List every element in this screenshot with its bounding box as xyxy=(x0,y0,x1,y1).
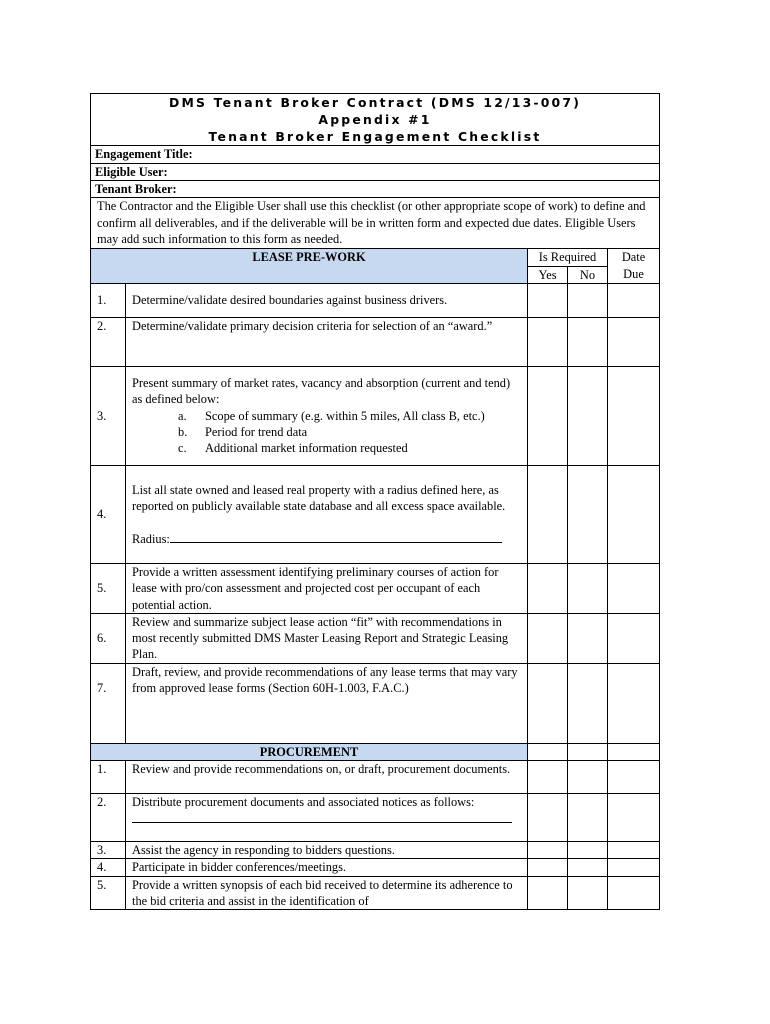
date-due-cell[interactable] xyxy=(608,613,660,663)
item-number: 1. xyxy=(91,761,126,794)
item-text: Review and summarize subject lease action “fit” with recommendations in most recently submitted DMS Master Leasing Report and Strategic Leasing Plan. xyxy=(126,613,528,663)
date-due-cell[interactable] xyxy=(608,859,660,876)
is-required-header: Is Required xyxy=(528,249,608,266)
engagement-title-field[interactable]: Engagement Title: xyxy=(91,146,660,163)
item-number: 7. xyxy=(91,663,126,743)
table-row xyxy=(91,876,660,910)
radius-blank-line[interactable] xyxy=(170,542,502,543)
table-row xyxy=(91,563,660,613)
date-due-cell[interactable] xyxy=(608,465,660,563)
item-number: 6. xyxy=(91,613,126,663)
table-row xyxy=(91,465,660,563)
table-row xyxy=(91,842,660,859)
yes-cell[interactable] xyxy=(528,613,568,663)
intro-paragraph: The Contractor and the Eligible User shall use this checklist (or other appropriate scope of work) to define and confirm all deliverables, and if the deliverable will be in written form and expected due dates. Eligible Users may add such information to this form as needed. xyxy=(91,198,660,249)
checklist-document xyxy=(90,93,659,910)
sub-item: b. Period for trend data xyxy=(178,425,308,440)
no-cell[interactable] xyxy=(568,563,608,613)
document-header xyxy=(91,94,660,146)
yes-cell[interactable] xyxy=(528,743,568,760)
date-due-cell[interactable] xyxy=(608,317,660,366)
no-cell[interactable] xyxy=(568,794,608,842)
item-number: 5. xyxy=(91,563,126,613)
checklist-title: Tenant Broker Engagement Checklist xyxy=(208,128,542,144)
no-cell[interactable] xyxy=(568,842,608,859)
item-number: 2. xyxy=(91,317,126,366)
no-cell[interactable] xyxy=(568,761,608,794)
radius-field[interactable]: Radius: xyxy=(132,531,523,547)
date-due-cell[interactable] xyxy=(608,761,660,794)
yes-cell[interactable] xyxy=(528,663,568,743)
sub-item: a. Scope of summary (e.g. within 5 miles, All class B, etc.) xyxy=(178,408,485,423)
date-due-header: Date Due xyxy=(608,249,660,284)
no-cell[interactable] xyxy=(568,859,608,876)
date-due-cell[interactable] xyxy=(608,876,660,910)
item-text: Participate in bidder conferences/meetings. xyxy=(126,859,528,876)
item-text-main: List all state owned and leased real property with a radius defined here, as reported on publicly available state database and all excess space available. xyxy=(132,482,506,514)
date-due-cell[interactable] xyxy=(608,366,660,465)
table-row xyxy=(91,283,660,317)
section-procurement: PROCUREMENT xyxy=(91,743,528,760)
item-number: 5. xyxy=(91,876,126,910)
checklist-table xyxy=(90,93,660,910)
item-number: 3. xyxy=(91,842,126,859)
item-number: 2. xyxy=(91,794,126,842)
contract-title: DMS Tenant Broker Contract (DMS 12/13-007) xyxy=(168,95,582,110)
item-number: 1. xyxy=(91,283,126,317)
distribution-blank-line[interactable] xyxy=(132,810,512,823)
item-text xyxy=(126,465,528,563)
table-row xyxy=(91,761,660,794)
item-text: Determine/validate desired boundaries against business drivers. xyxy=(126,283,528,317)
item-text-main: Distribute procurement documents and associated notices as follows: xyxy=(132,795,475,810)
yes-cell[interactable] xyxy=(528,842,568,859)
appendix-title: Appendix #1 xyxy=(318,111,432,127)
item-text xyxy=(126,794,528,842)
no-cell[interactable] xyxy=(568,283,608,317)
tenant-broker-field[interactable]: Tenant Broker: xyxy=(91,180,660,197)
date-due-cell[interactable] xyxy=(608,743,660,760)
item-text xyxy=(126,366,528,465)
eligible-user-field[interactable]: Eligible User: xyxy=(91,163,660,180)
item-number: 4. xyxy=(91,465,126,563)
table-row xyxy=(91,317,660,366)
yes-cell[interactable] xyxy=(528,283,568,317)
no-cell[interactable] xyxy=(568,317,608,366)
yes-cell[interactable] xyxy=(528,366,568,465)
table-row xyxy=(91,663,660,743)
yes-cell[interactable] xyxy=(528,563,568,613)
item-text: Provide a written assessment identifying preliminary courses of action for lease with pro/con assessment and projected cost per occupant of each potential action. xyxy=(126,563,528,613)
yes-cell[interactable] xyxy=(528,761,568,794)
no-cell[interactable] xyxy=(568,366,608,465)
sub-item: c. Additional market information requested xyxy=(178,441,408,456)
yes-header: Yes xyxy=(528,266,568,283)
table-row xyxy=(91,794,660,842)
item-number: 3. xyxy=(91,366,126,465)
item-text: Draft, review, and provide recommendations of any lease terms that may vary from approved lease forms (Section 60H-1.003, F.A.C.) xyxy=(126,663,528,743)
yes-cell[interactable] xyxy=(528,317,568,366)
date-due-cell[interactable] xyxy=(608,283,660,317)
item-text: Assist the agency in responding to bidders questions. xyxy=(126,842,528,859)
no-cell[interactable] xyxy=(568,663,608,743)
item-text: Review and provide recommendations on, or draft, procurement documents. xyxy=(126,761,528,794)
item-text-main: Present summary of market rates, vacancy and absorption (current and tend) as defined below: xyxy=(132,376,511,407)
table-row xyxy=(91,859,660,876)
date-due-cell[interactable] xyxy=(608,842,660,859)
yes-cell[interactable] xyxy=(528,465,568,563)
date-due-cell[interactable] xyxy=(608,794,660,842)
item-text: Provide a written synopsis of each bid received to determine its adherence to the bid criteria and assist in the identification of xyxy=(126,876,528,910)
no-cell[interactable] xyxy=(568,743,608,760)
item-text: Determine/validate primary decision criteria for selection of an “award.” xyxy=(126,317,528,366)
table-row xyxy=(91,613,660,663)
item-number: 4. xyxy=(91,859,126,876)
no-cell[interactable] xyxy=(568,876,608,910)
date-due-cell[interactable] xyxy=(608,663,660,743)
yes-cell[interactable] xyxy=(528,859,568,876)
section-lease-prework: LEASE PRE-WORK xyxy=(91,249,528,284)
no-cell[interactable] xyxy=(568,613,608,663)
yes-cell[interactable] xyxy=(528,794,568,842)
no-header: No xyxy=(568,266,608,283)
no-cell[interactable] xyxy=(568,465,608,563)
table-row xyxy=(91,366,660,465)
date-due-cell[interactable] xyxy=(608,563,660,613)
yes-cell[interactable] xyxy=(528,876,568,910)
